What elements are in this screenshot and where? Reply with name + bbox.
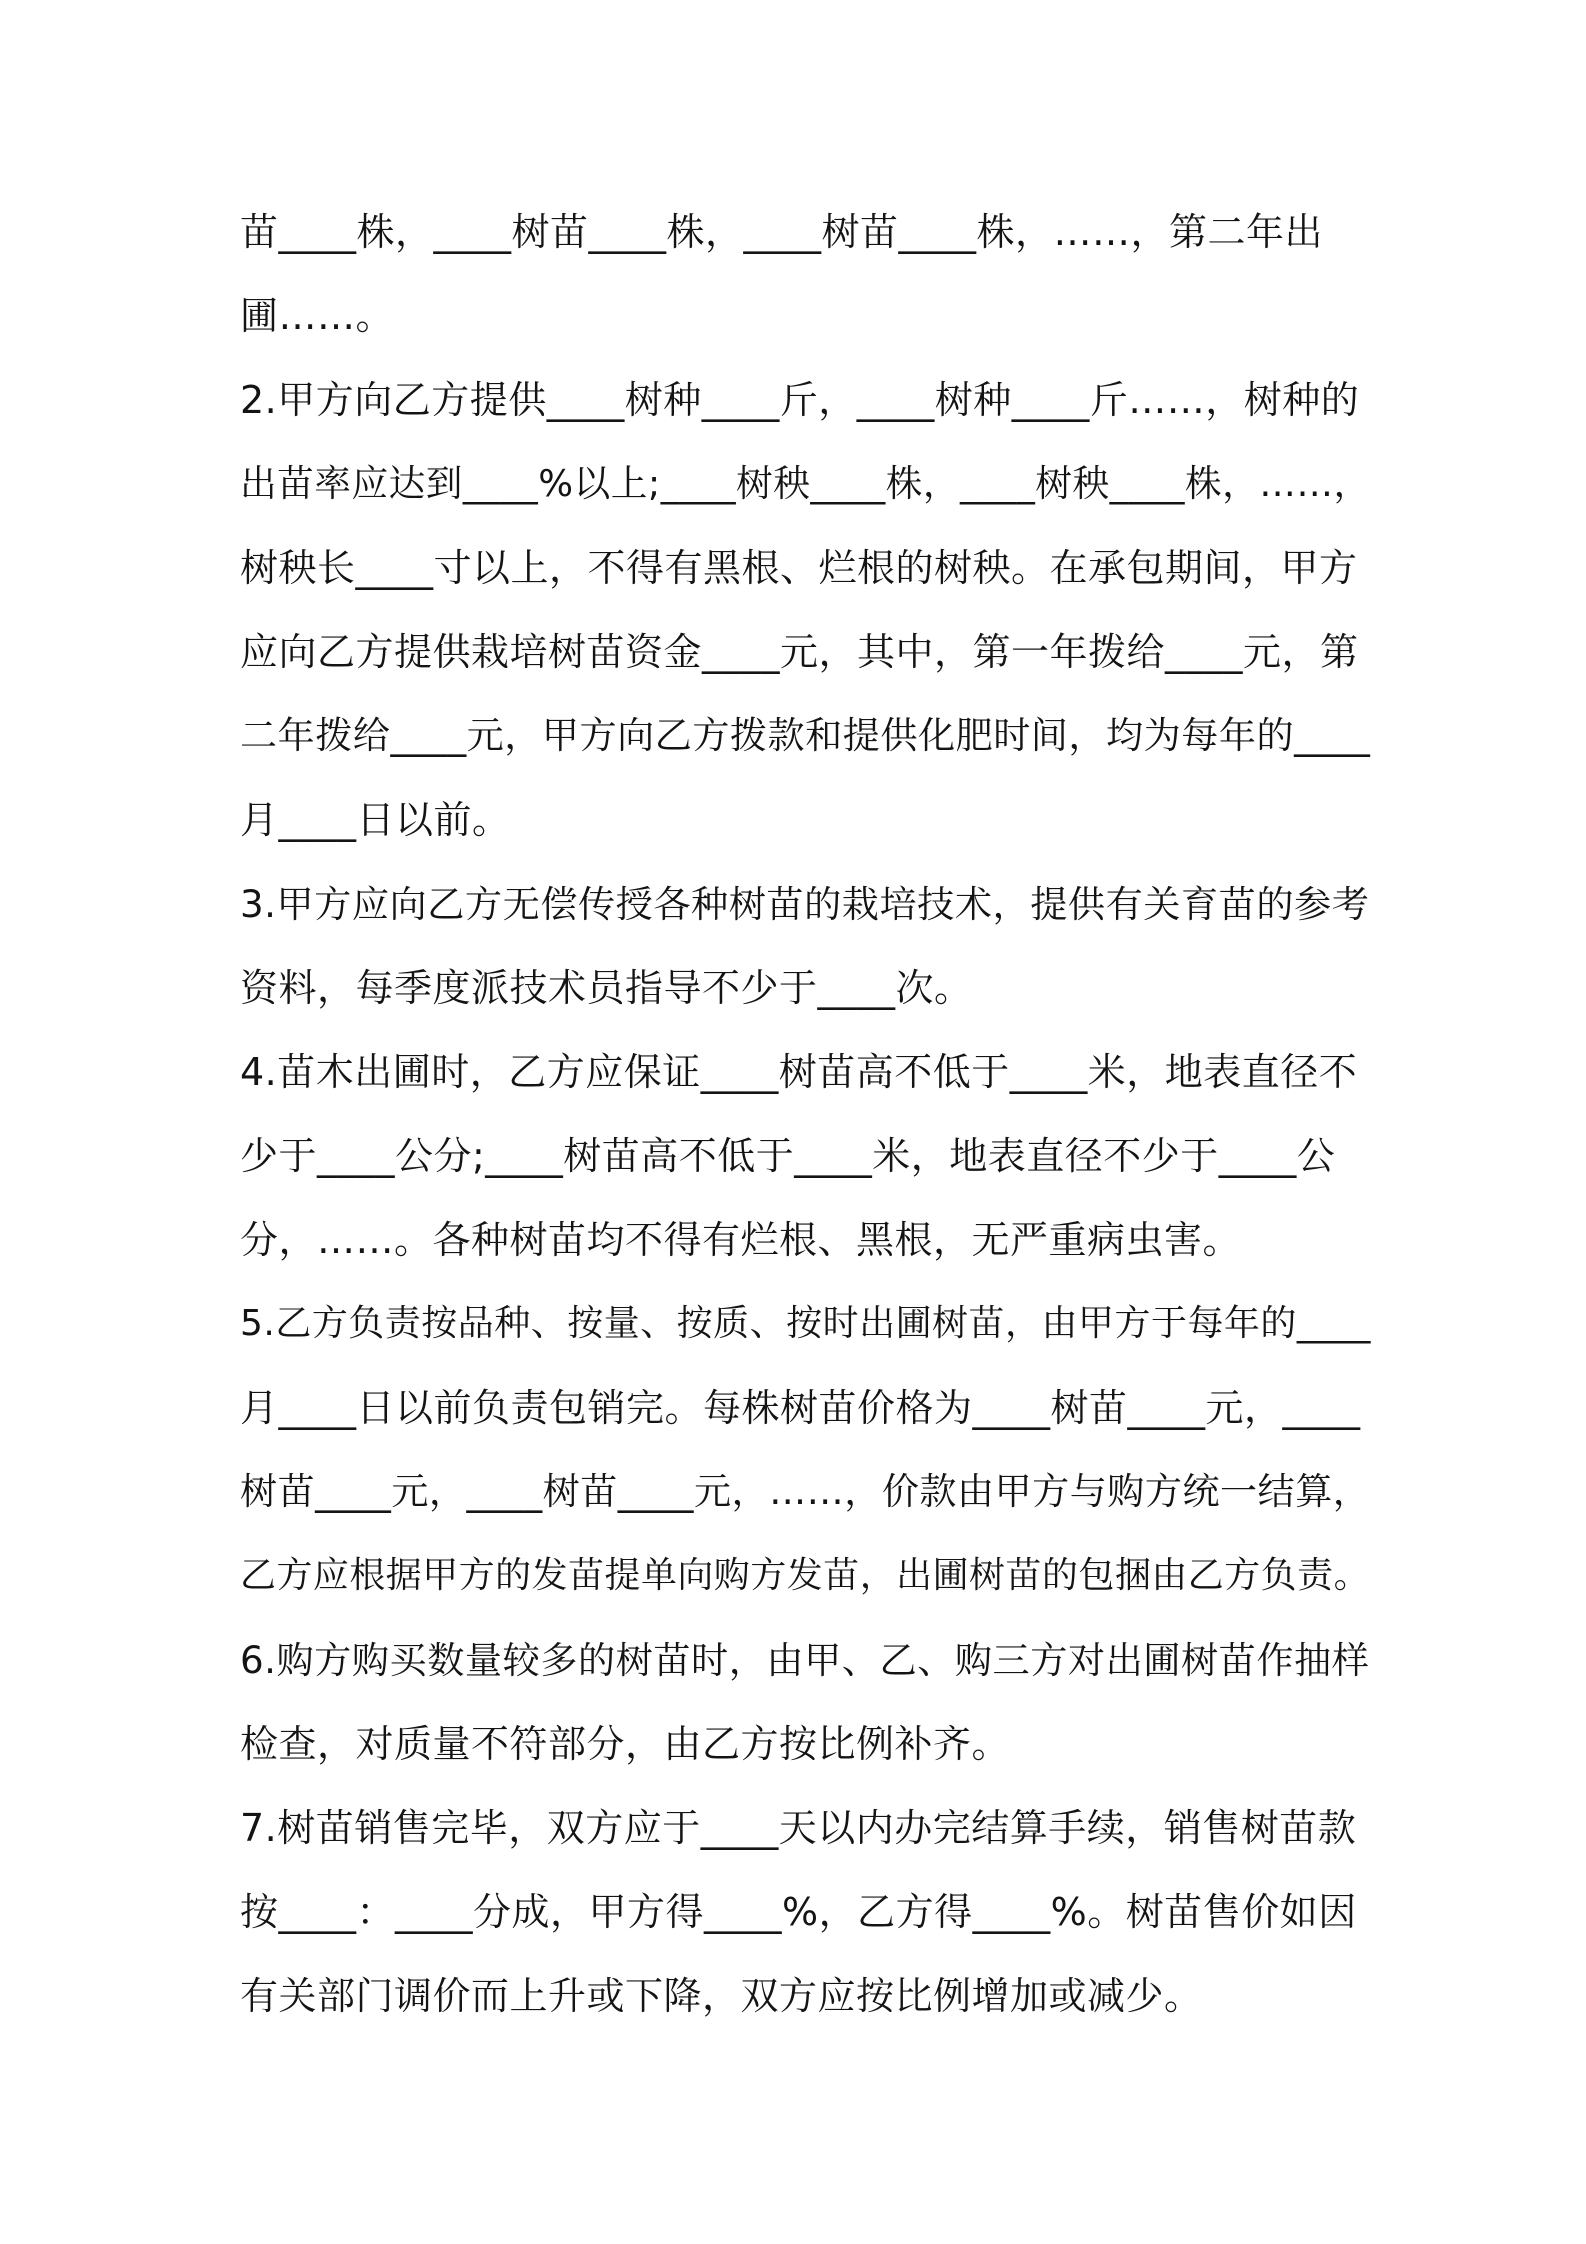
text-line: 树秧长____寸以上，不得有黑根、烂根的树秧。在承包期间，甲方 (240, 546, 1358, 590)
text-line: 二年拨给____元，甲方向乙方拨款和提供化肥时间，均为每年的____ (240, 714, 1371, 757)
text-line: 乙方应根据甲方的发苗提单向购方发苗，出圃树苗的包捆由乙方负责。 (240, 1555, 1371, 1596)
text-line: 资料，每季度派技术员指导不少于____次。 (240, 966, 973, 1010)
text-line: 月____日以前。 (240, 798, 511, 842)
text-line: 6.购方购买数量较多的树苗时，由甲、乙、购三方对出圃树苗作抽样 (240, 1638, 1370, 1682)
text-line: 检查，对质量不符部分，由乙方按比例补齐。 (240, 1722, 1011, 1766)
text-line: 按____：____分成，甲方得____%，乙方得____%。树苗售价如因 (240, 1890, 1357, 1934)
text-line: 有关部门调价而上升或下降，双方应按比例增加或减少。 (240, 1974, 1203, 2018)
text-line: 应向乙方提供栽培树苗资金____元，其中，第一年拨给____元，第 (240, 630, 1359, 674)
text-line: 圃……。 (240, 294, 395, 338)
text-line: 树苗____元，____树苗____元，……，价款由甲方与购方统一结算， (240, 1470, 1371, 1513)
text-line: 苗____株，____树苗____株，____树苗____株，……，第二年出 (240, 210, 1324, 254)
text-line: 5.乙方负责按品种、按量、按质、按时出圃树苗，由甲方于每年的____ (240, 1303, 1371, 1344)
text-line: 出苗率应达到____%以上;____树秧____株，____树秧____株，……， (240, 462, 1371, 505)
text-line: 3.甲方应向乙方无偿传授各种树苗的栽培技术，提供有关育苗的参考 (240, 882, 1370, 926)
text-line: 少于____公分;____树苗高不低于____米，地表直径不少于____公 (240, 1134, 1336, 1178)
text-line: 分，……。各种树苗均不得有烂根、黑根，无严重病虫害。 (240, 1218, 1242, 1262)
contract-text (240, 190, 1370, 2038)
text-line: 2.甲方向乙方提供____树种____斤，____树种____斤……，树种的 (240, 378, 1360, 422)
text-line: 4.苗木出圃时，乙方应保证____树苗高不低于____米，地表直径不 (240, 1050, 1358, 1094)
text-line: 7.树苗销售完毕，双方应于____天以内办完结算手续，销售树苗款 (240, 1806, 1357, 1850)
text-line: 月____日以前负责包销完。每株树苗价格为____树苗____元，____ (240, 1386, 1361, 1430)
